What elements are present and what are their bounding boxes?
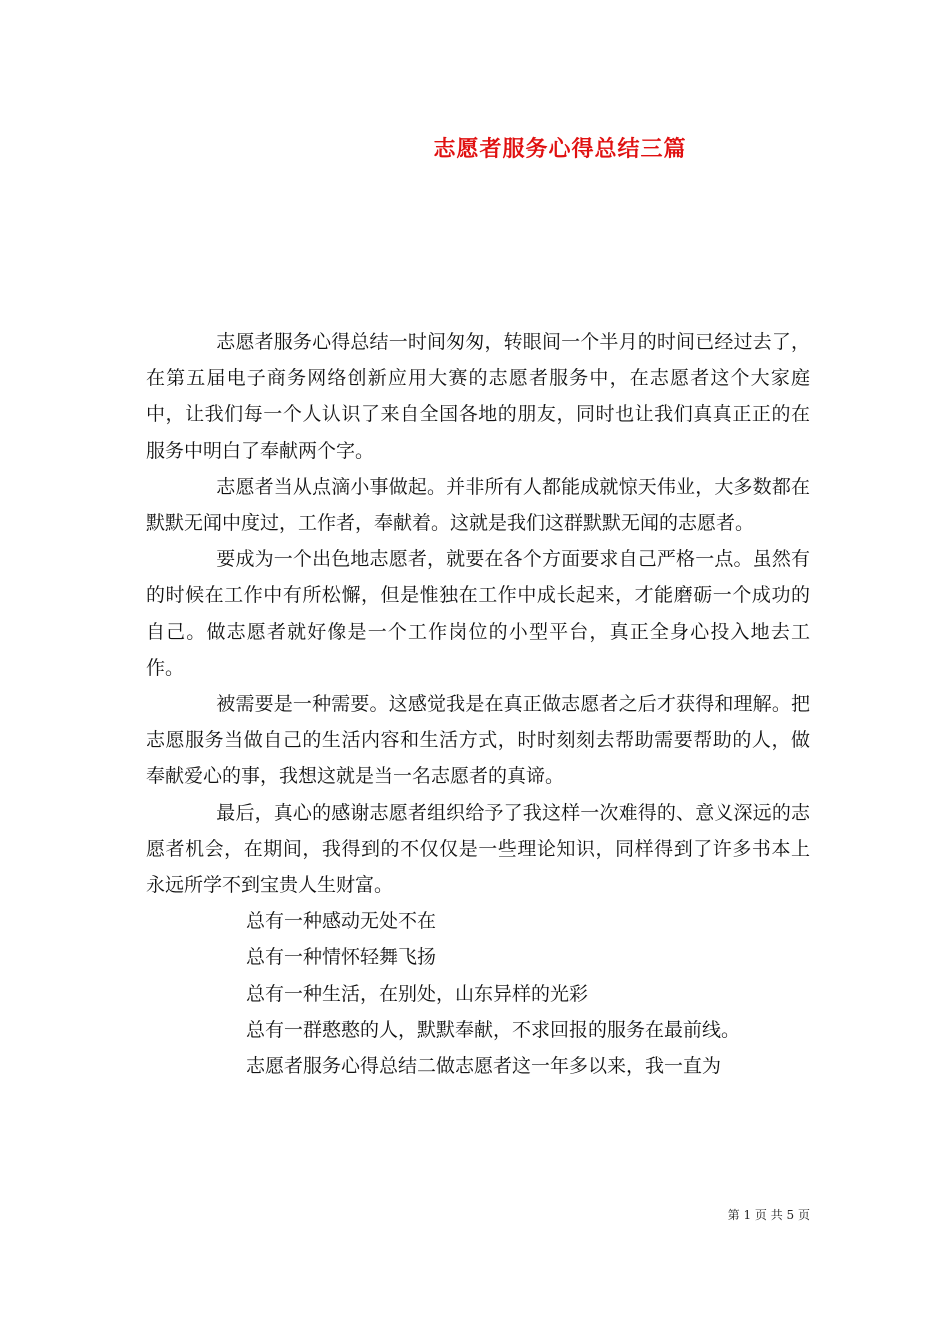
paragraph: 要成为一个出色地志愿者，就要在各个方面要求自己严格一点。虽然有的时候在工作中有所松懈，但是惟独在工作中成长起来，才能磨砺一个成功的自己。做志愿者就好像是一个工作岗位的小型平台，真正全身心投入地去工作。 [146, 548, 810, 679]
poem-line: 总有一种生活，在别处，山东异样的光彩 [246, 982, 589, 1005]
poem-line: 总有一种情怀轻舞飞扬 [246, 946, 437, 969]
poem-line: 志愿者服务心得总结二做志愿者这一年多以来，我一直为 [246, 1055, 722, 1078]
paragraph: 最后，真心的感谢志愿者组织给予了我这样一次难得的、意义深远的志愿者机会，在期间，我得到的不仅仅是一些理论知识，同样得到了许多书本上永远所学不到宝贵人生财富。 [146, 801, 810, 897]
page-title: 志愿者服务心得总结三篇 [433, 136, 687, 162]
paragraph: 志愿者当从点滴小事做起。并非所有人都能成就惊天伟业，大多数都在默默无闻中度过，工作者，奉献着。这就是我们这群默默无闻的志愿者。 [146, 475, 810, 535]
poem-line: 总有一群憨憨的人，默默奉献，不求回报的服务在最前线。 [246, 1018, 741, 1041]
page-footer: 第 1 页 共 5 页 [727, 1208, 810, 1222]
paragraph: 被需要是一种需要。这感觉我是在真正做志愿者之后才获得和理解。把志愿服务当做自己的生活内容和生活方式，时时刻刻去帮助需要帮助的人，做奉献爱心的事，我想这就是当一名志愿者的真谛。 [146, 693, 810, 788]
poem-line: 总有一种感动无处不在 [246, 910, 437, 933]
paragraph: 志愿者服务心得总结一时间匆匆，转眼间一个半月的时间已经过去了，在第五届电子商务网络创新应用大赛的志愿者服务中，在志愿者这个大家庭中，让我们每一个人认识了来自全国各地的朋友，同时也让我们真真正正的在服务中明白了奉献两个字。 [146, 331, 810, 462]
document-body [146, 324, 810, 1084]
